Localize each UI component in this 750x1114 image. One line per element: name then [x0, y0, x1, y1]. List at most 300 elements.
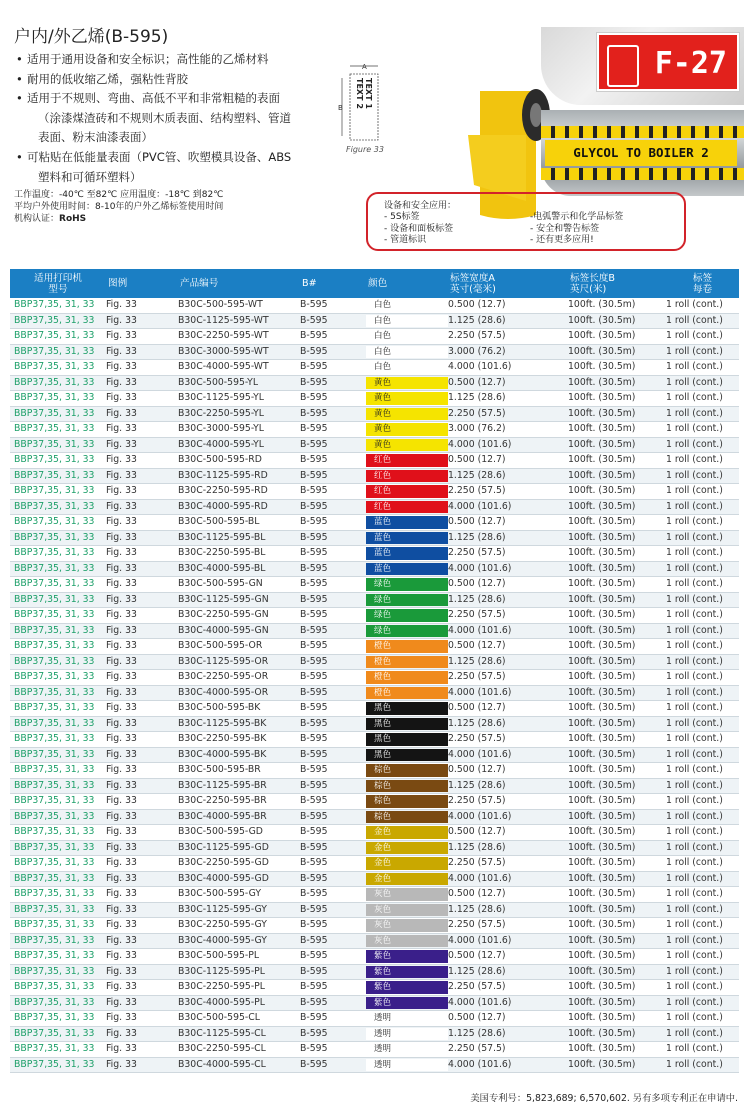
cell-width: 4.000 (101.6) [448, 933, 568, 949]
color-swatch: 灰色 [366, 919, 448, 932]
pipe-marker-label: GLYCOL TO BOILER 2 [545, 140, 737, 166]
color-swatch: 白色 [366, 330, 448, 343]
color-swatch: 紫色 [366, 997, 448, 1010]
cell-figure: Fig. 33 [106, 654, 178, 670]
cell-width: 1.125 (28.6) [448, 313, 568, 329]
cell-figure: Fig. 33 [106, 949, 178, 965]
cell-per-roll: 1 roll (cont.) [666, 995, 739, 1011]
cell-per-roll: 1 roll (cont.) [666, 639, 739, 655]
cell-figure: Fig. 33 [106, 887, 178, 903]
color-swatch: 红色 [366, 501, 448, 514]
cell-per-roll: 1 roll (cont.) [666, 577, 739, 593]
cell-width: 4.000 (101.6) [448, 360, 568, 376]
table-row [10, 809, 739, 825]
cell-part-number: B30C-3000-595-WT [178, 344, 300, 360]
cell-b-number: B-595 [300, 778, 366, 794]
cell-color [366, 344, 448, 360]
table-row [10, 825, 739, 841]
color-swatch: 绿色 [366, 609, 448, 622]
cell-per-roll: 1 roll (cont.) [666, 902, 739, 918]
arrow-band-bottom [541, 168, 744, 180]
cell-part-number: B30C-2250-595-YL [178, 406, 300, 422]
cell-figure: Fig. 33 [106, 298, 178, 313]
application-item: -电弧警示和化学品标签 [530, 212, 624, 222]
cell-per-roll: 1 roll (cont.) [666, 809, 739, 825]
cell-printer: BBP37,35, 31, 33 [10, 856, 106, 872]
cell-printer: BBP37,35, 31, 33 [10, 794, 106, 810]
cell-b-number: B-595 [300, 623, 366, 639]
cell-printer: BBP37,35, 31, 33 [10, 716, 106, 732]
cell-per-roll: 1 roll (cont.) [666, 329, 739, 345]
cell-b-number: B-595 [300, 344, 366, 360]
cell-color [366, 840, 448, 856]
cell-printer: BBP37,35, 31, 33 [10, 499, 106, 515]
cell-part-number: B30C-4000-595-RD [178, 499, 300, 515]
cell-color [366, 871, 448, 887]
cell-printer: BBP37,35, 31, 33 [10, 484, 106, 500]
cell-color [366, 375, 448, 391]
cell-per-roll: 1 roll (cont.) [666, 980, 739, 996]
cell-color [366, 763, 448, 779]
cell-b-number: B-595 [300, 716, 366, 732]
table-row [10, 592, 739, 608]
table-row [10, 453, 739, 469]
cell-figure: Fig. 33 [106, 561, 178, 577]
cell-part-number: B30C-1125-595-YL [178, 391, 300, 407]
cell-width: 3.000 (76.2) [448, 344, 568, 360]
cell-color [366, 887, 448, 903]
cell-part-number: B30C-500-595-RD [178, 453, 300, 469]
cell-part-number: B30C-500-595-BL [178, 515, 300, 531]
cell-per-roll: 1 roll (cont.) [666, 422, 739, 438]
cell-width: 2.250 (57.5) [448, 856, 568, 872]
cell-figure: Fig. 33 [106, 639, 178, 655]
cell-printer: BBP37,35, 31, 33 [10, 561, 106, 577]
cell-figure: Fig. 33 [106, 313, 178, 329]
feature-item: • 可粘贴在低能量表面（PVC管、吹塑模具设备、ABS 塑料和可循环塑料） [16, 148, 326, 187]
table-row [10, 763, 739, 779]
cell-printer: BBP37,35, 31, 33 [10, 639, 106, 655]
cell-figure: Fig. 33 [106, 918, 178, 934]
cell-printer: BBP37,35, 31, 33 [10, 1026, 106, 1042]
cell-printer: BBP37,35, 31, 33 [10, 887, 106, 903]
cell-length: 100ft. (30.5m) [568, 1042, 666, 1058]
cell-printer: BBP37,35, 31, 33 [10, 468, 106, 484]
cell-b-number: B-595 [300, 453, 366, 469]
color-swatch: 蓝色 [366, 532, 448, 545]
table-row [10, 871, 739, 887]
header-line: 标签长度B [570, 272, 615, 284]
cell-width: 0.500 (12.7) [448, 825, 568, 841]
pipe-marker-photo [541, 110, 744, 196]
cell-per-roll: 1 roll (cont.) [666, 515, 739, 531]
cell-length: 100ft. (30.5m) [568, 949, 666, 965]
cell-figure: Fig. 33 [106, 422, 178, 438]
cell-length: 100ft. (30.5m) [568, 344, 666, 360]
cell-printer: BBP37,35, 31, 33 [10, 933, 106, 949]
cell-printer: BBP37,35, 31, 33 [10, 546, 106, 562]
cell-part-number: B30C-500-595-BK [178, 701, 300, 717]
cell-printer: BBP37,35, 31, 33 [10, 1011, 106, 1027]
cell-width: 1.125 (28.6) [448, 391, 568, 407]
cell-width: 3.000 (76.2) [448, 422, 568, 438]
color-swatch: 黑色 [366, 718, 448, 731]
table-row [10, 623, 739, 639]
cell-length: 100ft. (30.5m) [568, 453, 666, 469]
table-row [10, 406, 739, 422]
cell-width: 2.250 (57.5) [448, 918, 568, 934]
cell-part-number: B30C-1125-595-BR [178, 778, 300, 794]
cell-figure: Fig. 33 [106, 995, 178, 1011]
cell-b-number: B-595 [300, 468, 366, 484]
cell-figure: Fig. 33 [106, 546, 178, 562]
cell-figure: Fig. 33 [106, 902, 178, 918]
color-swatch: 透明 [366, 1043, 448, 1056]
cell-per-roll: 1 roll (cont.) [666, 918, 739, 934]
cell-length: 100ft. (30.5m) [568, 1057, 666, 1073]
cell-printer: BBP37,35, 31, 33 [10, 437, 106, 453]
cell-per-roll: 1 roll (cont.) [666, 778, 739, 794]
cell-color [366, 608, 448, 624]
cell-printer: BBP37,35, 31, 33 [10, 747, 106, 763]
header-line: 型号 [48, 283, 68, 295]
cell-length: 100ft. (30.5m) [568, 716, 666, 732]
color-swatch: 绿色 [366, 578, 448, 591]
cell-printer: BBP37,35, 31, 33 [10, 685, 106, 701]
cell-figure: Fig. 33 [106, 871, 178, 887]
header-per-roll [666, 269, 739, 298]
table-row [10, 344, 739, 360]
cell-b-number: B-595 [300, 592, 366, 608]
cell-width: 0.500 (12.7) [448, 887, 568, 903]
cell-printer: BBP37,35, 31, 33 [10, 918, 106, 934]
cell-part-number: B30C-3000-595-YL [178, 422, 300, 438]
cell-b-number: B-595 [300, 391, 366, 407]
header-line: 图例 [108, 278, 128, 289]
cell-part-number: B30C-1125-595-PL [178, 964, 300, 980]
cell-color [366, 701, 448, 717]
cell-figure: Fig. 33 [106, 840, 178, 856]
cell-length: 100ft. (30.5m) [568, 995, 666, 1011]
cell-b-number: B-595 [300, 1042, 366, 1058]
header-line: 颜色 [368, 278, 388, 289]
cell-per-roll: 1 roll (cont.) [666, 608, 739, 624]
color-swatch: 棕色 [366, 764, 448, 777]
cell-b-number: B-595 [300, 561, 366, 577]
color-swatch: 金色 [366, 842, 448, 855]
cell-length: 100ft. (30.5m) [568, 1011, 666, 1027]
cell-per-roll: 1 roll (cont.) [666, 1026, 739, 1042]
cell-per-roll: 1 roll (cont.) [666, 468, 739, 484]
color-swatch: 橙色 [366, 640, 448, 653]
table-row [10, 778, 739, 794]
table-row [10, 856, 739, 872]
color-swatch: 黄色 [366, 392, 448, 405]
cell-figure: Fig. 33 [106, 732, 178, 748]
cell-length: 100ft. (30.5m) [568, 685, 666, 701]
cell-part-number: B30C-2250-595-PL [178, 980, 300, 996]
table-row [10, 716, 739, 732]
table-row [10, 902, 739, 918]
cell-width: 4.000 (101.6) [448, 685, 568, 701]
cell-color [366, 902, 448, 918]
page-title: 户内/外乙烯(B-595) [14, 27, 169, 47]
cell-part-number: B30C-500-595-BR [178, 763, 300, 779]
header-line: 英寸(毫米) [450, 283, 496, 295]
color-swatch: 绿色 [366, 594, 448, 607]
cell-per-roll: 1 roll (cont.) [666, 964, 739, 980]
cell-part-number: B30C-1125-595-RD [178, 468, 300, 484]
cell-length: 100ft. (30.5m) [568, 592, 666, 608]
table-row [10, 298, 739, 313]
cell-width: 0.500 (12.7) [448, 298, 568, 313]
cell-length: 100ft. (30.5m) [568, 530, 666, 546]
cell-printer: BBP37,35, 31, 33 [10, 871, 106, 887]
cell-length: 100ft. (30.5m) [568, 313, 666, 329]
cell-color [366, 918, 448, 934]
cell-part-number: B30C-500-595-YL [178, 375, 300, 391]
cell-part-number: B30C-2250-595-BK [178, 732, 300, 748]
header-figure [106, 269, 178, 298]
cell-width: 2.250 (57.5) [448, 546, 568, 562]
cell-printer: BBP37,35, 31, 33 [10, 422, 106, 438]
cell-b-number: B-595 [300, 422, 366, 438]
patent-footer: 美国专利号：5,823,689; 6,570,602. 另有多项专利正在申请中. [470, 1093, 738, 1104]
cell-part-number: B30C-1125-595-BL [178, 530, 300, 546]
cell-b-number: B-595 [300, 654, 366, 670]
cell-width: 2.250 (57.5) [448, 732, 568, 748]
cell-per-roll: 1 roll (cont.) [666, 499, 739, 515]
cell-width: 1.125 (28.6) [448, 902, 568, 918]
table-header-row [10, 269, 739, 298]
cell-per-roll: 1 roll (cont.) [666, 670, 739, 686]
color-swatch: 灰色 [366, 888, 448, 901]
cell-color [366, 995, 448, 1011]
cell-per-roll: 1 roll (cont.) [666, 546, 739, 562]
cell-b-number: B-595 [300, 329, 366, 345]
cell-figure: Fig. 33 [106, 856, 178, 872]
cell-length: 100ft. (30.5m) [568, 360, 666, 376]
cell-color [366, 825, 448, 841]
cell-part-number: B30C-4000-595-WT [178, 360, 300, 376]
application-item: - 设备和面板标签 [384, 223, 454, 234]
cell-b-number: B-595 [300, 980, 366, 996]
sample-text-2: TEXT 2 [355, 78, 364, 109]
cell-length: 100ft. (30.5m) [568, 809, 666, 825]
cell-length: 100ft. (30.5m) [568, 391, 666, 407]
cell-per-roll: 1 roll (cont.) [666, 1057, 739, 1073]
cell-figure: Fig. 33 [106, 778, 178, 794]
cell-part-number: B30C-4000-595-BL [178, 561, 300, 577]
table-row [10, 701, 739, 717]
color-swatch: 蓝色 [366, 516, 448, 529]
cell-printer: BBP37,35, 31, 33 [10, 763, 106, 779]
cell-printer: BBP37,35, 31, 33 [10, 313, 106, 329]
cell-width: 4.000 (101.6) [448, 499, 568, 515]
cell-width: 0.500 (12.7) [448, 453, 568, 469]
cell-figure: Fig. 33 [106, 716, 178, 732]
cell-length: 100ft. (30.5m) [568, 825, 666, 841]
cell-figure: Fig. 33 [106, 453, 178, 469]
cell-color [366, 949, 448, 965]
cell-b-number: B-595 [300, 747, 366, 763]
table-row [10, 918, 739, 934]
cell-color [366, 732, 448, 748]
cell-per-roll: 1 roll (cont.) [666, 344, 739, 360]
lifetime-text: 平均户外使用时间：8-10年的户外乙烯标签使用时间 [14, 201, 224, 212]
color-swatch: 棕色 [366, 780, 448, 793]
cell-per-roll: 1 roll (cont.) [666, 794, 739, 810]
color-swatch: 透明 [366, 1012, 448, 1025]
application-item: - 还有更多应用! [530, 235, 594, 246]
color-swatch: 白色 [366, 346, 448, 359]
cell-width: 2.250 (57.5) [448, 329, 568, 345]
header-line: 每卷 [692, 283, 713, 295]
table-row [10, 360, 739, 376]
cell-b-number: B-595 [300, 949, 366, 965]
cell-width: 0.500 (12.7) [448, 701, 568, 717]
table-row [10, 499, 739, 515]
cell-printer: BBP37,35, 31, 33 [10, 592, 106, 608]
cell-width: 0.500 (12.7) [448, 763, 568, 779]
cell-part-number: B30C-500-595-WT [178, 298, 300, 313]
cell-width: 2.250 (57.5) [448, 670, 568, 686]
applications-heading: 设备和安全应用： [384, 201, 457, 211]
cell-width: 0.500 (12.7) [448, 375, 568, 391]
cell-b-number: B-595 [300, 546, 366, 562]
cell-b-number: B-595 [300, 608, 366, 624]
cell-length: 100ft. (30.5m) [568, 763, 666, 779]
cell-part-number: B30C-500-595-OR [178, 639, 300, 655]
cell-per-roll: 1 roll (cont.) [666, 856, 739, 872]
cell-printer: BBP37,35, 31, 33 [10, 530, 106, 546]
applications-box [366, 192, 686, 251]
cell-printer: BBP37,35, 31, 33 [10, 732, 106, 748]
cell-per-roll: 1 roll (cont.) [666, 716, 739, 732]
cell-width: 4.000 (101.6) [448, 623, 568, 639]
cell-b-number: B-595 [300, 360, 366, 376]
cell-b-number: B-595 [300, 298, 366, 313]
cell-length: 100ft. (30.5m) [568, 670, 666, 686]
cell-color [366, 856, 448, 872]
table-row [10, 670, 739, 686]
cell-length: 100ft. (30.5m) [568, 1026, 666, 1042]
cell-part-number: B30C-2250-595-GY [178, 918, 300, 934]
color-swatch: 黑色 [366, 702, 448, 715]
cell-per-roll: 1 roll (cont.) [666, 747, 739, 763]
cell-figure: Fig. 33 [106, 406, 178, 422]
cell-b-number: B-595 [300, 763, 366, 779]
cell-b-number: B-595 [300, 1011, 366, 1027]
cell-width: 4.000 (101.6) [448, 747, 568, 763]
cell-color [366, 468, 448, 484]
cell-length: 100ft. (30.5m) [568, 406, 666, 422]
cell-color [366, 1026, 448, 1042]
color-swatch: 黄色 [366, 408, 448, 421]
table-row [10, 840, 739, 856]
cell-color [366, 515, 448, 531]
cell-length: 100ft. (30.5m) [568, 422, 666, 438]
fire-extinguisher-sign: F-27 [597, 33, 739, 91]
table-row [10, 1026, 739, 1042]
header-line: 英尺(米) [570, 283, 607, 295]
cell-per-roll: 1 roll (cont.) [666, 763, 739, 779]
cell-printer: BBP37,35, 31, 33 [10, 701, 106, 717]
color-swatch: 灰色 [366, 904, 448, 917]
cell-printer: BBP37,35, 31, 33 [10, 623, 106, 639]
cell-b-number: B-595 [300, 639, 366, 655]
feature-item: • 适用于通用设备和安全标识；高性能的乙烯材料 [16, 50, 326, 70]
cell-per-roll: 1 roll (cont.) [666, 1042, 739, 1058]
cell-printer: BBP37,35, 31, 33 [10, 1042, 106, 1058]
cell-length: 100ft. (30.5m) [568, 902, 666, 918]
table-row [10, 1011, 739, 1027]
feature-subtext: 塑料和可循环塑料） [38, 169, 142, 184]
cell-color [366, 484, 448, 500]
cell-part-number: B30C-2250-595-WT [178, 329, 300, 345]
cell-figure: Fig. 33 [106, 623, 178, 639]
cell-color [366, 747, 448, 763]
cell-color [366, 809, 448, 825]
cell-printer: BBP37,35, 31, 33 [10, 329, 106, 345]
cell-printer: BBP37,35, 31, 33 [10, 825, 106, 841]
cell-width: 0.500 (12.7) [448, 1011, 568, 1027]
cell-color [366, 685, 448, 701]
color-swatch: 黄色 [366, 423, 448, 436]
cell-figure: Fig. 33 [106, 763, 178, 779]
cell-length: 100ft. (30.5m) [568, 887, 666, 903]
cell-figure: Fig. 33 [106, 964, 178, 980]
cell-figure: Fig. 33 [106, 1026, 178, 1042]
cell-per-roll: 1 roll (cont.) [666, 623, 739, 639]
cell-color [366, 453, 448, 469]
cell-color [366, 546, 448, 562]
feature-subtext: 表面、粉末油漆表面） [38, 130, 153, 145]
cell-figure: Fig. 33 [106, 484, 178, 500]
cell-length: 100ft. (30.5m) [568, 732, 666, 748]
cell-color [366, 499, 448, 515]
cell-width: 0.500 (12.7) [448, 639, 568, 655]
cell-width: 4.000 (101.6) [448, 437, 568, 453]
cell-color [366, 778, 448, 794]
cell-color [366, 1042, 448, 1058]
cell-width: 2.250 (57.5) [448, 484, 568, 500]
cell-color [366, 437, 448, 453]
table-row [10, 468, 739, 484]
cell-per-roll: 1 roll (cont.) [666, 887, 739, 903]
header-part-number [178, 269, 300, 298]
cell-b-number: B-595 [300, 670, 366, 686]
cell-printer: BBP37,35, 31, 33 [10, 809, 106, 825]
cell-printer: BBP37,35, 31, 33 [10, 298, 106, 313]
table-row [10, 313, 739, 329]
table-row [10, 484, 739, 500]
cell-printer: BBP37,35, 31, 33 [10, 902, 106, 918]
application-item: - 管道标识 [384, 235, 427, 246]
cell-color [366, 577, 448, 593]
cell-b-number: B-595 [300, 902, 366, 918]
color-swatch: 金色 [366, 857, 448, 870]
cell-figure: Fig. 33 [106, 825, 178, 841]
cell-part-number: B30C-1125-595-OR [178, 654, 300, 670]
cell-color [366, 980, 448, 996]
cell-length: 100ft. (30.5m) [568, 747, 666, 763]
header-length [568, 269, 666, 298]
cell-part-number: B30C-500-595-GD [178, 825, 300, 841]
color-swatch: 绿色 [366, 625, 448, 638]
color-swatch: 透明 [366, 1028, 448, 1041]
cell-color [366, 1057, 448, 1073]
